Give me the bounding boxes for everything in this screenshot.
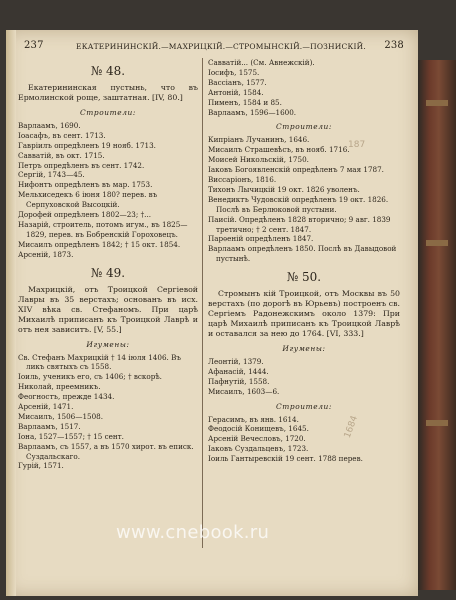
list-item: Савватій, въ окт. 1715. — [18, 150, 105, 160]
entry-48-builders-list — [18, 121, 198, 260]
list-item: Мисаилъ, 1603—6. — [208, 386, 280, 396]
list-item: Арсеній Вечесловъ, 1720. — [208, 434, 306, 444]
left-column — [18, 58, 198, 471]
pencil-annotation: 187 — [348, 140, 366, 150]
list-item: Николай, преемникъ. — [18, 382, 101, 392]
entry-49-abbots-list — [18, 353, 198, 472]
list-item: Арсеній, 1873. — [18, 249, 74, 259]
list-item: Св. Стефанъ Махрицкій † 14 іюля 1406. Въ ликъ святыхъ съ 1558. — [18, 352, 181, 372]
entry-49-number: № 49. — [90, 265, 126, 280]
list-item: Іоиль, ученикъ его, съ 1406; † вскорѣ. — [18, 372, 162, 382]
list-item: Герасимъ, въ янв. 1614. — [208, 414, 299, 424]
entry-50-description: Стромынъ кій Троицкой, отъ Москвы въ 50 верстахъ (по дорогѣ въ Юрьевъ) построенъ св. Сергіемъ Радонежскимъ около 1379: При царѣ Михаилѣ приписанъ къ Троицкой Лаврѣ и оставался за нею до 1764. [VI, 333.] — [208, 289, 400, 339]
list-item: Феогностъ, прежде 1434. — [18, 392, 115, 402]
entry-50-number: № 50. — [286, 270, 322, 285]
list-item: Іаковъ Суздальцевъ, 1723. — [208, 444, 309, 454]
list-item: Гурій, 1571. — [18, 461, 64, 471]
entry-48-description: Екатерининская пустынь, что въ Ермолинской роще, заштатная. [IV, 80.] — [18, 83, 198, 102]
list-item: Петръ опредѣленъ въ сент. 1742. — [18, 160, 145, 170]
column-divider — [202, 58, 203, 548]
pencil-annotation: 1684 — [342, 414, 361, 440]
list-item: Афанасій, 1444. — [208, 366, 269, 376]
list-item: Мисаилъ опредѣленъ 1842; † 15 окт. 1854. — [18, 239, 181, 249]
list-item: Пименъ, 1584 и 85. — [208, 97, 282, 107]
list-item: Дорофей опредѣленъ 1802—23; †... — [18, 210, 152, 220]
entry-48-number: № 48. — [90, 64, 126, 78]
right-builders-heading: Строители: — [276, 122, 332, 132]
continued-abbots-list — [208, 58, 400, 117]
right-column — [208, 58, 400, 464]
list-item: Паисій. Опредѣленъ 1828 вторично; 9 авг. 1839 третично; † 2 сент. 1847. — [208, 214, 391, 234]
list-item: Іаковъ Богоявленскій опредѣленъ 7 мая 1787. — [208, 165, 384, 175]
page-number-left: 237 — [24, 40, 44, 51]
running-title: ЕКАТЕРИНИНСКІЙ.—МАХРИЦКІЙ.—СТРОМЫНСКІЙ.—ПОЗНИСКІЙ. — [76, 42, 366, 51]
list-item: Іоиль Гантыревскій 19 сент. 1788 перев. — [208, 454, 363, 464]
list-item: Варлаамъ опредѣленъ 1850. Послѣ въ Давыдовой пустынѣ. — [208, 244, 397, 264]
list-item: Варлаамъ, 1596—1600. — [208, 107, 297, 117]
list-item: Феодосій Конищевъ, 1645. — [208, 424, 309, 434]
list-item: Арсеній, 1471. — [18, 402, 74, 412]
entry-48-builders-heading: Строители: — [80, 108, 136, 117]
list-item: Венедиктъ Чудовскій опредѣленъ 19 окт. 1826. Послѣ въ Берлюковой пустыни. — [208, 194, 389, 214]
list-item: Варлаамъ, 1517. — [18, 421, 81, 431]
list-item: Назарій, строитель, потомъ игум., въ 1825—1829, перев. въ Бобренскій Гороховецъ. — [18, 219, 188, 239]
watermark: www.cnebook.ru — [116, 522, 270, 543]
list-item: Вассіанъ, 1577. — [208, 77, 267, 87]
list-item: Леонтій, 1379. — [208, 357, 264, 367]
list-item: Тихонъ Лычицкій 19 окт. 1826 уволенъ. — [208, 184, 360, 194]
list-item: Мисаилъ Страшевѣсъ, въ нояб. 1716. — [208, 145, 350, 155]
list-item: Іосифъ, 1575. — [208, 67, 260, 77]
entry-49-abbots-heading: Игумены: — [86, 339, 130, 349]
list-item: Гавріилъ опредѣленъ 19 нояб. 1713. — [18, 140, 156, 150]
list-item: Парѳеній опредѣленъ 1847. — [208, 234, 314, 244]
list-item: Антоній, 1584. — [208, 87, 264, 97]
list-item: Мисаилъ, 1506—1508. — [18, 411, 104, 421]
list-item: Іоасафъ, въ сент. 1713. — [18, 130, 106, 140]
list-item: Кипріанъ Лучанинъ, 1646. — [208, 135, 310, 145]
entry-50-builders-heading: Строители: — [276, 401, 332, 411]
list-item: Моисей Никольскій, 1750. — [208, 155, 309, 165]
entry-50-abbots-list — [208, 357, 400, 397]
page-number-right: 238 — [384, 40, 404, 51]
list-item: Іона, 1527—1557; † 15 сент. — [18, 431, 124, 441]
list-item: Варлаамъ, съ 1557, а въ 1570 хирот. въ еписк. Суздальскаго. — [18, 441, 194, 461]
entry-50-abbots-heading: Игумены: — [282, 344, 326, 354]
list-item: Савватій... (См. Авнежскій). — [208, 58, 315, 67]
list-item: Мельхиседекъ 6 іюня 180? перев. въ Серпуховской Высоцкій. — [18, 190, 158, 210]
list-item: Пафнутій, 1558. — [208, 376, 270, 386]
list-item: Сергій, 1743—45. — [18, 170, 85, 180]
page-header — [24, 40, 404, 56]
list-item: Нифонтъ опредѣленъ въ мар. 1753. — [18, 180, 153, 190]
book-binding — [418, 60, 456, 590]
list-item: Варлаамъ, 1690. — [18, 120, 81, 130]
list-item: Виссаріонъ, 1816. — [208, 174, 277, 184]
page-edge — [6, 30, 16, 596]
entry-49-description: Махрицкій, отъ Троицкой Сергіевой Лавры въ 35 верстахъ; основанъ въ исх. XIV вѣка св. Стефаномъ. При царѣ Михаилѣ приписанъ къ Троицкой Лаврѣ и отъ нея зависитъ. [V, 55.] — [18, 284, 198, 334]
entry-50-builders-list — [208, 415, 400, 465]
right-builders-list — [208, 135, 400, 264]
